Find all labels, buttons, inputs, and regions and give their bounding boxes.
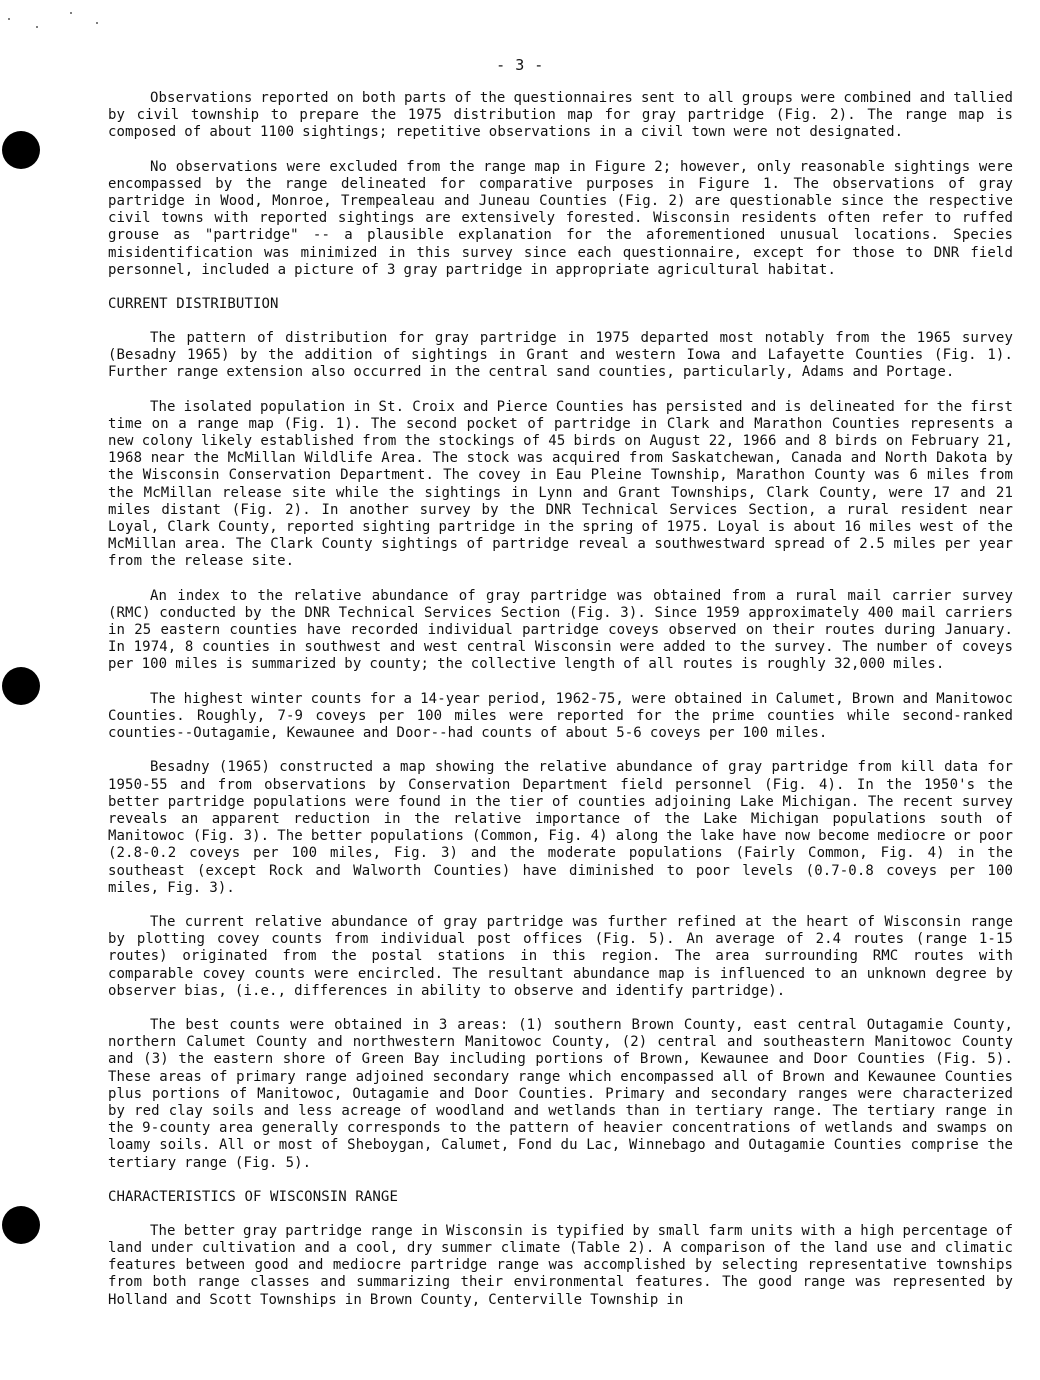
paragraph: The highest winter counts for a 14-year period, 1962-75, were obtained in Calumet, Brown and Manitowoc Counties. Roughly, 7-9 coveys per 100 miles were reported for the prime counties while second-ranked counties--Outagamie, Kewaunee and Door--had counts of about 5-6 coveys per 100 miles. xyxy=(108,690,1013,742)
punch-hole xyxy=(2,131,40,169)
scan-speck xyxy=(36,26,38,28)
page-number: - 3 - xyxy=(496,56,544,74)
paragraph: The pattern of distribution for gray partridge in 1975 departed most notably from the 1965 survey (Besadny 1965) by the addition of sightings in Grant and western Iowa and Lafayette Counties (Fig. 1). Further range extension also occurred in the central sand counties, particularly, Adams and Portage. xyxy=(108,330,1013,381)
paragraph: The current relative abundance of gray partridge was further refined at the heart of Wisconsin range by plotting covey counts from individual post offices (Fig. 5). An average of 2.4 routes (range 1-15 routes) originated from the postal stations in this region. The area surrounding RMC routes with comparable covey counts were encircled. The resultant abundance map is influenced to an unknown degree by observer bias, (i.e., differences in ability to observe and identify partridge). xyxy=(108,913,1013,999)
paragraph: The better gray partridge range in Wisconsin is typified by small farm units with a high percentage of land under cultivation and a cool, dry summer climate (Table 2). A comparison of the land use and climatic features between good and mediocre partridge range was accomplished by selecting representative townships from both range classes and summarizing their environmental features. The good range was represented by Holland and Scott Townships in Brown County, Centerville Township in xyxy=(108,1222,1013,1308)
document-body xyxy=(108,90,1013,1326)
paragraph: No observations were excluded from the range map in Figure 2; however, only reasonable sightings were encompassed by the range delineated for comparative purposes in Figure 1. The observations of gray partridge in Wood, Monroe, Trempealeau and Juneau Counties (Fig. 2) are questionable since the respective civil towns with reported sightings are extensively forested. Wisconsin residents often refer to ruffed grouse as "partridge" -- a plausible explanation for the aforementioned unusual locations. Species misidentification was minimized in this survey since each questionnaire, except for those to DNR field personnel, included a picture of 3 gray partridge in appropriate agricultural habitat. xyxy=(108,158,1013,278)
paragraph: Observations reported on both parts of the questionnaires sent to all groups were combined and tallied by civil township to prepare the 1975 distribution map for gray partridge (Fig. 2). The range map is composed of about 1100 sightings; repetitive observations in a civil town were not designated. xyxy=(108,90,1013,141)
paragraph: An index to the relative abundance of gray partridge was obtained from a rural mail carrier survey (RMC) conducted by the DNR Technical Services Section (Fig. 3). Since 1959 approximately 400 mail carriers in 25 eastern counties have recorded individual partridge coveys observed on their routes during January. In 1974, 8 counties in southwest and west central Wisconsin were added to the survey. The number of coveys per 100 miles is summarized by county; the collective length of all routes is roughly 32,000 miles. xyxy=(108,587,1013,673)
paragraph: The isolated population in St. Croix and Pierce Counties has persisted and is delineated for the first time on a range map (Fig. 1). The second pocket of partridge in Clark and Marathon Counties represents a new colony likely established from the stockings of 45 birds on August 22, 1966 and 8 birds on February 21, 1968 near the McMillan Wildlife Area. The stock was acquired from Saskatchewan, Canada and North Dakota by the Wisconsin Conservation Department. The covey in Eau Pleine Township, Marathon County was 6 miles from the McMillan release site while the sightings in Lynn and Grant Townships, Clark County, were 17 and 21 miles distant (Fig. 2). In another survey by the DNR Technical Services Section, a rural resident near Loyal, Clark County, reported sighting partridge in the spring of 1975. Loyal is about 16 miles west of the McMillan area. The Clark County sightings of partridge reveal a southwestward spread of 2.5 miles per year from the release site. xyxy=(108,398,1013,570)
scan-speck xyxy=(8,18,10,20)
scan-speck xyxy=(96,22,98,24)
section-heading: CURRENT DISTRIBUTION xyxy=(108,296,279,313)
punch-hole xyxy=(2,667,40,705)
scan-speck xyxy=(70,12,72,14)
punch-hole xyxy=(2,1206,40,1244)
section-heading: CHARACTERISTICS OF WISCONSIN RANGE xyxy=(108,1188,398,1205)
paragraph: Besadny (1965) constructed a map showing the relative abundance of gray partridge from kill data for 1950-55 and from observations by Conservation Department field personnel (Fig. 4). In the 1950's the better partridge populations were found in the tier of counties adjoining Lake Michigan. The recent survey reveals an apparent reduction in the relative importance of the Lake Michigan populations south of Manitowoc (Fig. 3). The better populations (Common, Fig. 4) along the lake have now become mediocre or poor (2.8-0.2 coveys per 100 miles, Fig. 3) and the moderate populations (Fairly Common, Fig. 4) in the southeast (except Rock and Walworth Counties) have diminished to poor levels (0.7-0.8 coveys per 100 miles, Fig. 3). xyxy=(108,759,1013,896)
paragraph: The best counts were obtained in 3 areas: (1) southern Brown County, east central Outagamie County, northern Calumet County and northwestern Manitowoc County, (2) central and southeastern Manitowoc County and (3) the eastern shore of Green Bay including portions of Brown, Kewaunee and Door Counties (Fig. 5). These areas of primary range adjoined secondary range which encompassed all of Brown and Kewaunee Counties plus portions of Manitowoc, Outagamie and Door Counties. Primary and secondary ranges were characterized by red clay soils and less acreage of woodland and wetlands than in tertiary range. The tertiary range in the 9-county area generally corresponds to the pattern of heavier concentrations of wetlands and swamps on loamy soils. All or most of Sheboygan, Calumet, Fond du Lac, Winnebago and Outagamie Counties comprise the tertiary range (Fig. 5). xyxy=(108,1016,1013,1171)
